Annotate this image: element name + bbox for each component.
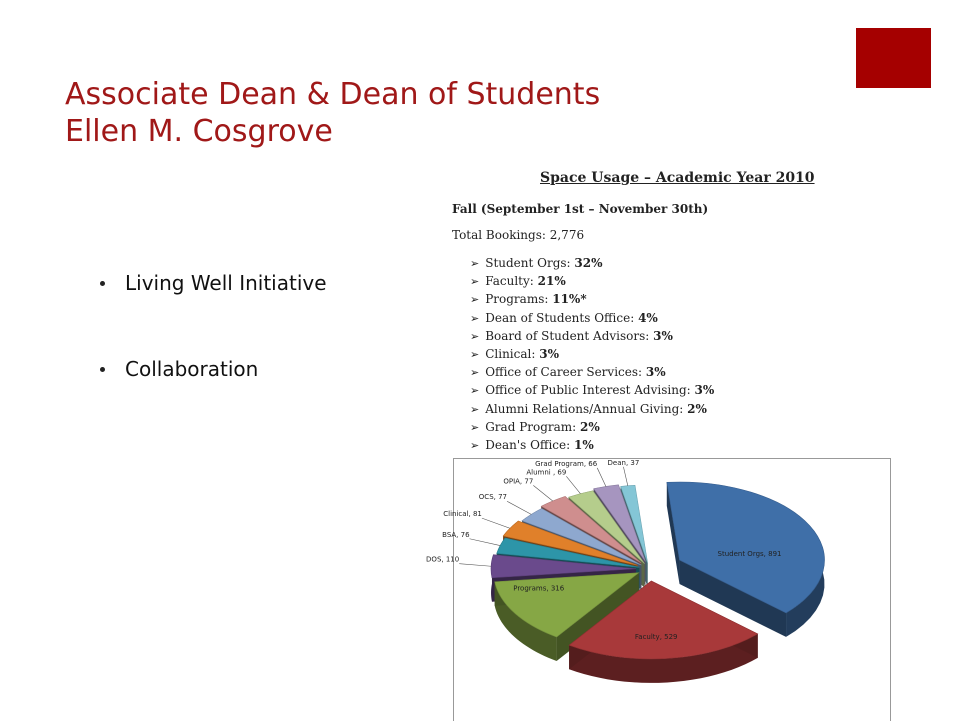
usage-item-value: 2%: [687, 401, 707, 416]
pie-data-label: Programs, 316: [513, 584, 565, 593]
usage-item-label: Dean of Students Office:: [485, 310, 639, 325]
pie-label-leader: [623, 467, 627, 486]
usage-item: [470, 363, 714, 381]
accent-square: [856, 28, 931, 88]
usage-item: [470, 290, 714, 308]
usage-item-value: 3%: [645, 365, 666, 380]
arrow-bullet-icon: ➢: [470, 366, 480, 380]
usage-item-value: 3%: [539, 346, 559, 361]
usage-item: [470, 309, 714, 327]
arrow-bullet-icon: ➢: [470, 347, 480, 361]
pie-data-label: Faculty, 529: [634, 632, 678, 641]
arrow-bullet-icon: ➢: [470, 275, 480, 289]
pie-data-label: Alumni , 69: [526, 468, 567, 477]
usage-item: [470, 436, 714, 454]
usage-item-value: 2%: [580, 419, 600, 434]
arrow-bullet-icon: ➢: [470, 257, 480, 270]
arrow-bullet-icon: ➢: [470, 384, 480, 398]
pie-data-label: OCS, 77: [478, 493, 508, 502]
pie-label-leader: [459, 564, 491, 567]
usage-item-value: 4%: [638, 310, 658, 325]
pie-label-leader: [597, 468, 606, 487]
usage-item: [470, 381, 714, 399]
bullet-text: Living Well Initiative: [125, 271, 327, 295]
usage-item-label: Office of Career Services:: [485, 365, 646, 380]
pie-chart-frame: [426, 458, 891, 721]
pie-data-label: Dean, 37: [607, 458, 640, 467]
usage-item-label: Student Orgs:: [485, 256, 575, 270]
usage-item: [470, 400, 714, 418]
usage-item: [470, 272, 714, 290]
usage-item-value: 11%*: [552, 292, 587, 307]
pie-label-leader: [533, 485, 552, 501]
pie-label-leader: [566, 476, 580, 493]
pie-data-label: Clinical, 81: [443, 510, 482, 519]
arrow-bullet-icon: ➢: [470, 311, 480, 325]
pie-data-label: OPIA, 77: [503, 477, 534, 486]
bullet-dot-icon: [100, 281, 105, 286]
usage-item-label: Board of Student Advisors:: [485, 328, 654, 343]
usage-item-value: 21%: [537, 274, 566, 289]
usage-item-label: Office of Public Interest Advising:: [485, 383, 695, 398]
usage-title: Space Usage – Academic Year 2010: [540, 170, 815, 186]
pie-chart: [426, 458, 890, 721]
arrow-bullet-icon: ➢: [470, 329, 480, 343]
usage-item-label: Faculty:: [485, 274, 538, 289]
bullet-text: Collaboration: [125, 357, 259, 381]
arrow-bullet-icon: ➢: [470, 293, 480, 307]
usage-item-label: Grad Program:: [485, 419, 581, 434]
pie-data-label: BSA, 76: [442, 530, 470, 539]
usage-item-value: 3%: [694, 383, 715, 398]
usage-item: [470, 254, 714, 272]
usage-item: [470, 327, 714, 345]
usage-period: Fall (September 1st – November 30th): [452, 202, 709, 216]
title-line-2: Ellen M. Cosgrove: [65, 114, 333, 149]
usage-total: Total Bookings: 2,776: [452, 228, 585, 242]
usage-item: [470, 345, 714, 363]
usage-item: [470, 418, 714, 436]
usage-item-label: Dean's Office:: [485, 437, 574, 452]
arrow-bullet-icon: ➢: [470, 420, 480, 434]
usage-item-value: 3%: [653, 328, 673, 343]
bullet-dot-icon: [100, 367, 105, 372]
usage-item-value: 1%: [573, 437, 594, 452]
usage-item-label: Clinical:: [485, 346, 540, 361]
pie-data-label: Student Orgs, 891: [717, 550, 782, 559]
pie-data-label: Grad Program, 66: [535, 459, 598, 468]
usage-item-value: 32%: [574, 256, 603, 270]
pie-label-leader: [482, 518, 510, 528]
arrow-bullet-icon: ➢: [470, 438, 480, 452]
slide-title: [65, 76, 600, 150]
usage-item-label: Alumni Relations/Annual Giving:: [485, 401, 688, 416]
usage-list: [470, 254, 714, 454]
pie-label-leader: [470, 539, 501, 546]
pie-label-leader: [507, 501, 531, 514]
usage-item-label: Programs:: [485, 292, 553, 307]
pie-data-label: DOS, 110: [426, 555, 460, 564]
arrow-bullet-icon: ➢: [470, 402, 480, 416]
title-line-1: Associate Dean & Dean of Students: [65, 77, 601, 112]
